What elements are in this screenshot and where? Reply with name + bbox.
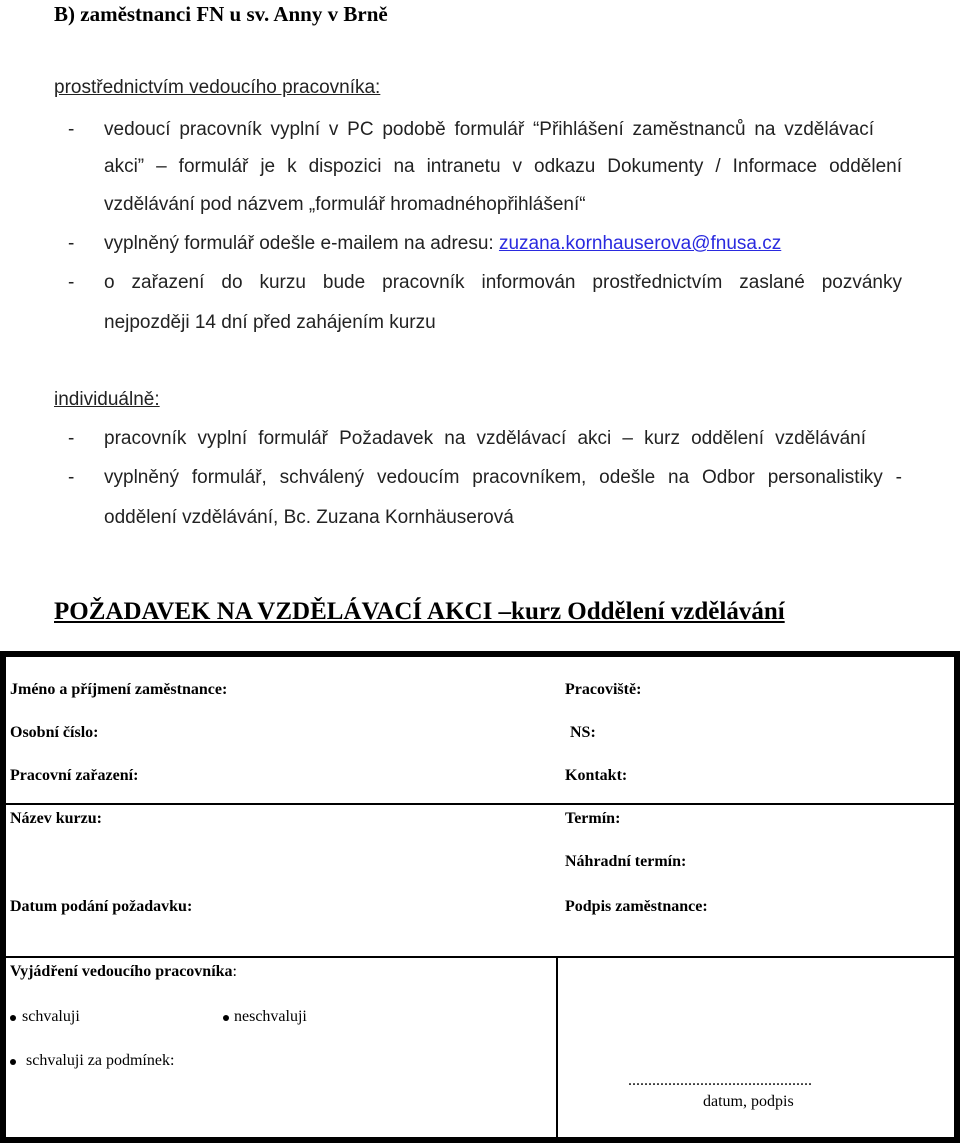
ns-label: NS: [570, 724, 596, 741]
list-item-text: vyplněný formulář, schválený vedoucím pracovníkem, odešle na Odbor personalistiky - [104, 467, 902, 488]
section-heading-via-manager: prostřednictvím vedoucího pracovníka: [54, 77, 381, 98]
course-name-label: Název kurzu: [10, 810, 102, 827]
approve-conditional-option: schvaluji za podmínek: [26, 1052, 175, 1069]
list-dash: - [68, 467, 75, 488]
list-item-text [104, 233, 781, 255]
signature-dotted-line: .............................................. [628, 1072, 812, 1089]
list-item-text: vzdělávání pod názvem „formulář hromadnéhopřihlášení“ [104, 194, 586, 215]
form-title: POŽADAVEK NA VZDĚLÁVACÍ AKCI –kurz Oddělení vzdělávání [54, 598, 785, 625]
date-signature-label: datum, podpis [703, 1093, 794, 1110]
request-date-label: Datum podání požadavku: [10, 898, 193, 915]
list-item-text: pracovník vyplní formulář Požadavek na vzdělávací akci – kurz oddělení vzdělávání [104, 428, 866, 449]
reject-bullet-icon [223, 1015, 229, 1021]
email-intro-text: vyplněný formulář odešle e-mailem na adresu: [104, 233, 494, 254]
alternative-term-label: Náhradní termín: [565, 853, 687, 870]
table-column-divider [556, 956, 558, 1140]
table-border-right [954, 651, 960, 1143]
list-item-text: akci” – formulář je k dispozici na intranetu v odkazu Dokumenty / Informace oddělení [104, 156, 902, 177]
list-item-text: o zařazení do kurzu bude pracovník informován prostřednictvím zaslané pozvánky [104, 272, 902, 293]
personal-number-label: Osobní číslo: [10, 724, 99, 741]
reject-option: neschvaluji [234, 1008, 307, 1025]
employee-name-label: Jméno a příjmení zaměstnance: [10, 681, 228, 698]
list-dash: - [68, 233, 75, 254]
workplace-label: Pracoviště: [565, 681, 642, 698]
list-item-text: vedoucí pracovník vyplní v PC podobě formulář “Přihlášení zaměstnanců na vzdělávací [104, 119, 874, 140]
approve-option: schvaluji [22, 1008, 80, 1025]
table-border-left [0, 651, 6, 1143]
approve-bullet-icon [10, 1015, 16, 1021]
employee-signature-label: Podpis zaměstnance: [565, 898, 708, 915]
table-border-top [0, 651, 960, 657]
page-title: B) zaměstnanci FN u sv. Anny v Brně [54, 2, 388, 26]
table-divider [0, 956, 960, 958]
job-position-label: Pracovní zařazení: [10, 767, 139, 784]
table-border-bottom [0, 1137, 960, 1143]
list-item-text: nejpozději 14 dní před zahájením kurzu [104, 312, 436, 333]
list-dash: - [68, 428, 75, 449]
manager-statement-text: Vyjádření vedoucího pracovníka [10, 963, 233, 980]
term-label: Termín: [565, 810, 621, 827]
table-divider [0, 803, 960, 805]
list-dash: - [68, 272, 75, 293]
contact-label: Kontakt: [565, 767, 628, 784]
list-item-text: oddělení vzdělávání, Bc. Zuzana Kornhäuserová [104, 507, 514, 528]
manager-statement-label [10, 963, 237, 981]
list-dash: - [68, 119, 75, 140]
conditional-bullet-icon [10, 1059, 16, 1065]
section-heading-individual: individuálně: [54, 389, 160, 410]
manager-statement-colon: : [232, 963, 237, 980]
email-link[interactable]: zuzana.kornhauserova@fnusa.cz [498, 233, 782, 254]
